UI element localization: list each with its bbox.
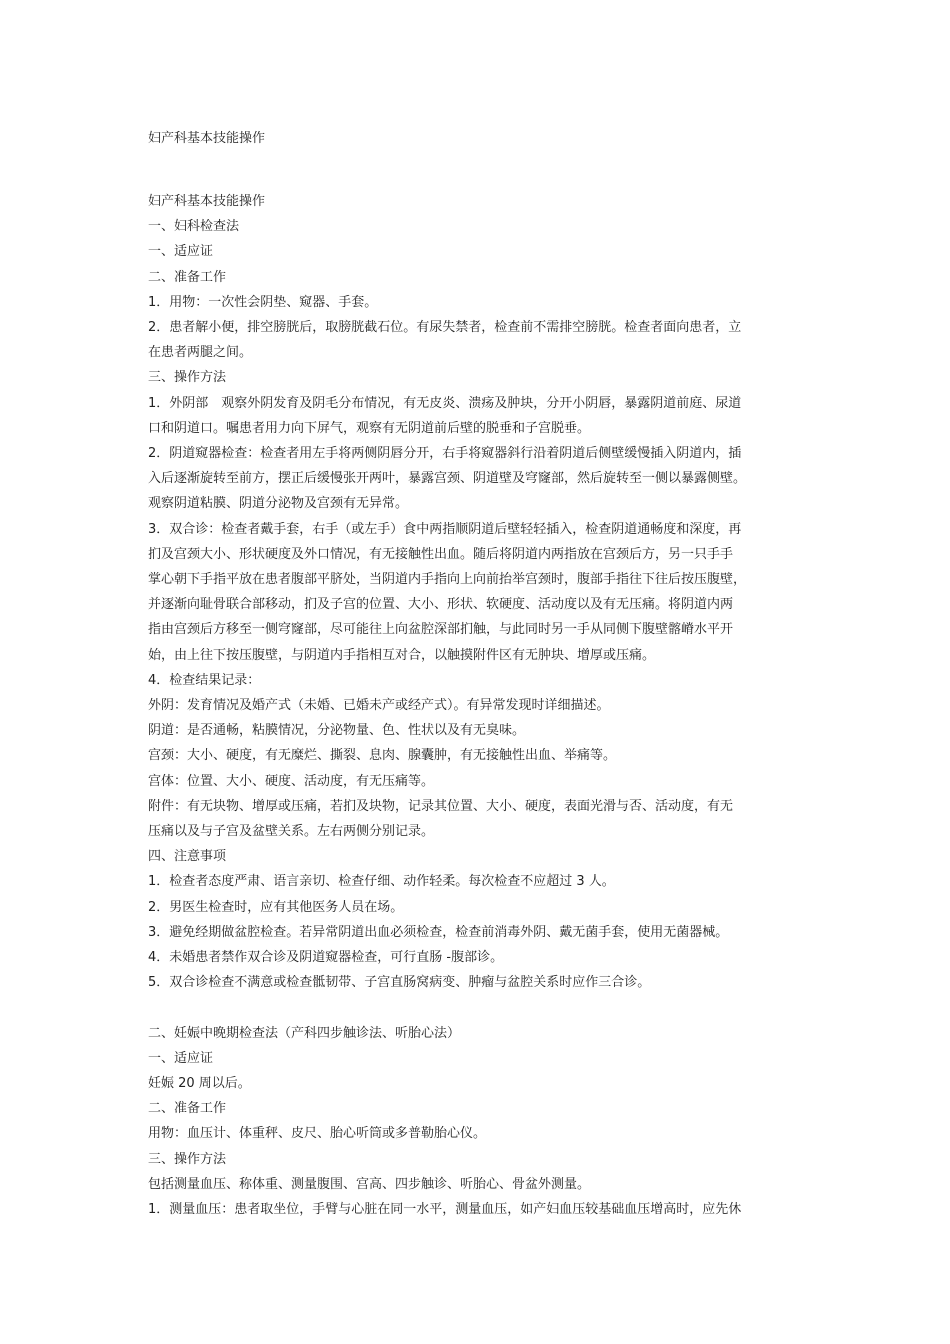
text-line: 妊娠 20 周以后。: [148, 1075, 251, 1091]
text-line: 并逐渐向耻骨联合部移动，扪及子宫的位置、大小、形状、软硬度、活动度以及有无压痛。将阴道内两: [148, 597, 734, 613]
text-line: 二、准备工作: [148, 1101, 227, 1117]
text-line: 三、操作方法: [148, 1151, 227, 1167]
text-line: 4．检查结果记录：: [148, 672, 261, 688]
text-line: 3．双合诊：检查者戴手套，右手（或左手）食中两指顺阴道后壁轻轻插入，检查阴道通畅度和深度，再: [148, 521, 742, 537]
text-line: 4．未婚患者禁作双合诊及阴道窥器检查，可行直肠 -腹部诊。: [148, 950, 504, 966]
text-line: 指由宫颈后方移至一侧穹窿部，尽可能往上向盆腔深部扪触，与此同时另一手从同侧下腹壁髂嵴水平开: [148, 622, 734, 638]
text-line: 宫颈：大小、硬度，有无糜烂、撕裂、息肉、腺囊肿，有无接触性出血、举痛等。: [148, 748, 617, 764]
text-line: 1．用物：一次性会阴垫、窥器、手套。: [148, 294, 378, 310]
text-line: 在患者两腿之间。: [148, 345, 253, 361]
text-line: 1．外阴部 观察外阴发育及阴毛分布情况，有无皮炎、溃疡及肿块，分开小阴唇，暴露阴道前庭、尿道: [148, 395, 742, 411]
text-line: 始，由上往下按压腹壁，与阴道内手指相互对合，以触摸附件区有无肿块、增厚或压痛。: [148, 647, 656, 663]
text-line: 入后逐渐旋转至前方，摆正后缓慢张开两叶，暴露宫颈、阴道壁及穹窿部，然后旋转至一侧以暴露侧壁。: [148, 471, 747, 487]
document-title: 妇产科基本技能操作: [148, 131, 266, 146]
text-line: 附件：有无块物、增厚或压痛，若扪及块物，记录其位置、大小、硬度，表面光滑与否、活动度，有无: [148, 798, 734, 814]
text-line: 3．避免经期做盆腔检查。若异常阴道出血必须检查，检查前消毒外阴、戴无菌手套，使用无菌器械。: [148, 924, 729, 940]
text-line: 用物：血压计、体重秤、皮尺、胎心听筒或多普勒胎心仪。: [148, 1126, 487, 1142]
text-line: 阴道：是否通畅，粘膜情况，分泌物量、色、性状以及有无臭味。: [148, 723, 526, 739]
text-line: 掌心朝下手指平放在患者腹部平脐处，当阴道内手指向上向前抬举宫颈时，腹部手指往下往后按压腹壁，: [148, 572, 747, 588]
text-line: 妇产科基本技能操作: [148, 194, 266, 209]
text-line: 2．阴道窥器检查：检查者用左手将两侧阴唇分开，右手将窥器斜行沿着阴道后侧壁缓慢插入阴道内，插: [148, 446, 742, 462]
text-line: 二、妊娠中晚期检查法（产科四步触诊法、听胎心法）: [148, 1025, 461, 1041]
text-line: 1．测量血压：患者取坐位，手臂与心脏在同一水平，测量血压，如产妇血压较基础血压增高时，应先休: [148, 1201, 742, 1217]
text-line: 包括测量血压、称体重、测量腹围、宫高、四步触诊、听胎心、骨盆外测量。: [148, 1176, 591, 1192]
text-line: 2．患者解小便，排空膀胱后，取膀胱截石位。有尿失禁者，检查前不需排空膀胱。检查者面向患者，立: [148, 320, 742, 336]
text-line: 1．检查者态度严肃、语言亲切、检查仔细、动作轻柔。每次检查不应超过 3 人。: [148, 874, 615, 890]
text-line: 宫体：位置、大小、硬度、活动度，有无压痛等。: [148, 773, 435, 789]
text-line: 外阴：发育情况及婚产式（未婚、已婚未产或经产式）。有异常发现时详细描述。: [148, 698, 610, 714]
text-line: 四、注意事项: [148, 849, 227, 865]
document-body: [148, 189, 808, 1222]
text-line: 一、适应证: [148, 244, 214, 260]
text-line: 一、适应证: [148, 1050, 214, 1066]
text-line: 一、妇科检查法: [148, 219, 240, 235]
text-line: 5．双合诊检查不满意或检查骶韧带、子宫直肠窝病变、肿瘤与盆腔关系时应作三合诊。: [148, 975, 651, 991]
text-line: 压痛以及与子宫及盆壁关系。左右两侧分别记录。: [148, 824, 435, 840]
text-line: 扪及宫颈大小、形状硬度及外口情况，有无接触性出血。随后将阴道内两指放在宫颈后方，另一只手手: [148, 546, 734, 562]
text-line: 口和阴道口。嘱患者用力向下屏气，观察有无阴道前后壁的脱垂和子宫脱垂。: [148, 420, 591, 436]
text-line: 二、准备工作: [148, 269, 227, 285]
paragraph-gap: [148, 996, 808, 1021]
text-line: 2．男医生检查时，应有其他医务人员在场。: [148, 899, 404, 915]
text-line: 观察阴道粘膜、阴道分泌物及宫颈有无异常。: [148, 496, 409, 512]
text-line: 三、操作方法: [148, 370, 227, 386]
